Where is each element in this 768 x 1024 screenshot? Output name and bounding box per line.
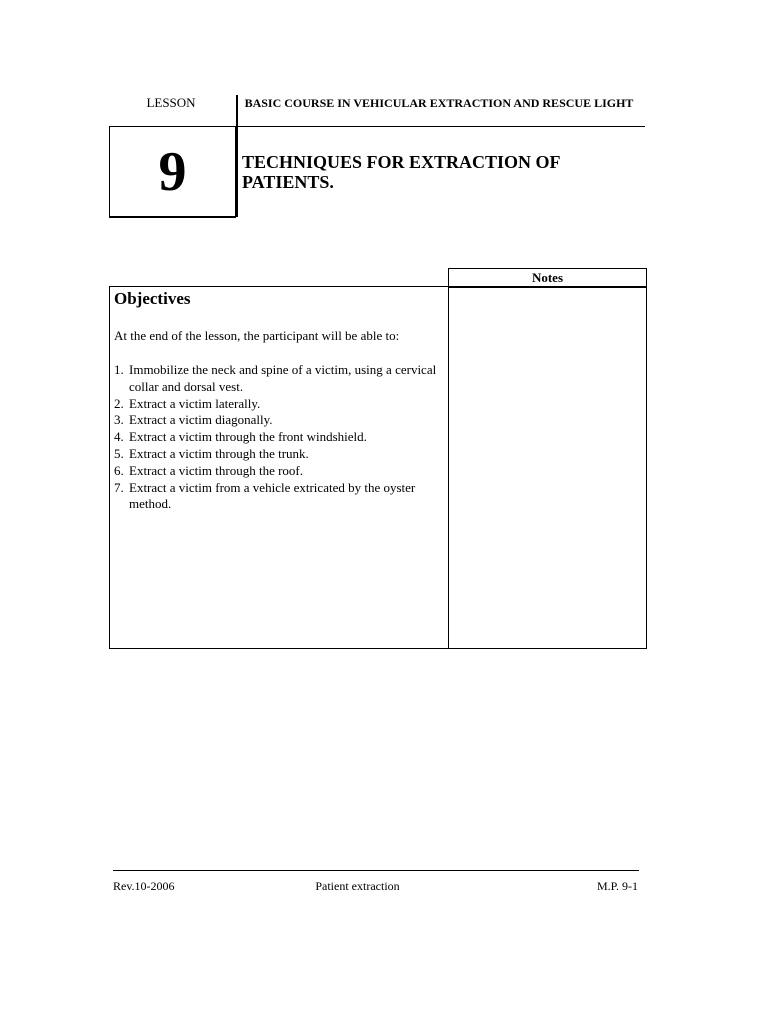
notes-column-header: Notes bbox=[448, 268, 647, 288]
objective-number: 3. bbox=[114, 412, 124, 428]
footer-revision: Rev.10-2006 bbox=[113, 879, 175, 893]
objective-text: Immobilize the neck and spine of a victim, using a cervical collar and dorsal vest. bbox=[129, 362, 437, 394]
course-title: BASIC COURSE IN VEHICULAR EXTRACTION AND RESCUE LIGHT bbox=[244, 96, 634, 110]
objective-text: Extract a victim through the front windshield. bbox=[129, 429, 367, 445]
objectives-list bbox=[114, 362, 444, 513]
objective-number: 6. bbox=[114, 462, 124, 478]
header-divider-vertical bbox=[236, 95, 238, 217]
notes-column-divider bbox=[448, 286, 449, 648]
objective-item bbox=[114, 362, 444, 396]
lesson-title: TECHNIQUES FOR EXTRACTION OF PATIENTS. bbox=[242, 152, 560, 192]
objective-text: Extract a victim through the trunk. bbox=[129, 445, 309, 461]
objective-item bbox=[114, 412, 444, 429]
objective-number: 4. bbox=[114, 429, 124, 445]
objective-text: Extract a victim through the roof. bbox=[129, 462, 304, 478]
objective-item bbox=[114, 396, 444, 413]
footer-rule bbox=[113, 870, 639, 871]
footer-page-number: M.P. 9-1 bbox=[596, 879, 638, 893]
lesson-label: LESSON bbox=[146, 95, 196, 110]
objective-text: Extract a victim laterally. bbox=[129, 395, 261, 411]
objective-item bbox=[114, 480, 444, 514]
footer-section: Patient extraction bbox=[315, 879, 400, 893]
objective-number: 1. bbox=[114, 362, 124, 377]
objective-number: 7. bbox=[114, 479, 124, 495]
objective-number: 5. bbox=[114, 445, 124, 461]
objective-item bbox=[114, 446, 444, 463]
objective-number: 2. bbox=[114, 395, 124, 411]
objective-item bbox=[114, 463, 444, 480]
header-divider-horizontal bbox=[236, 126, 645, 127]
objective-item bbox=[114, 429, 444, 446]
objective-text: Extract a victim from a vehicle extricated by the oyster method. bbox=[129, 479, 416, 512]
lesson-number: 9 bbox=[109, 126, 236, 218]
objectives-intro: At the end of the lesson, the participant will be able to: bbox=[114, 328, 400, 343]
objectives-heading: Objectives bbox=[114, 289, 191, 308]
objective-text: Extract a victim diagonally. bbox=[129, 412, 273, 428]
